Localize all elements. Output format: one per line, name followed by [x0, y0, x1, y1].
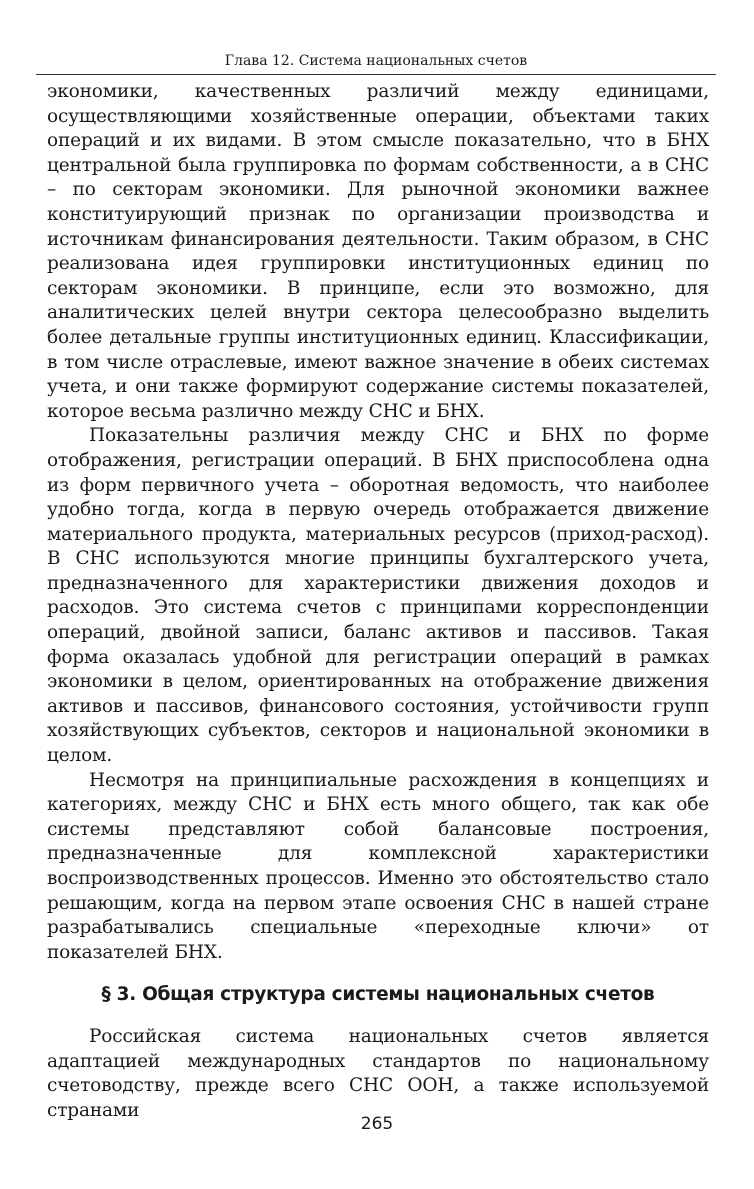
paragraph-2: Показательны различия между СНС и БНХ по форме отображения, регистрации операций. В БНХ приспособлена одна из форм первичного учета – оборотная ведомость, что наиболее удобно тогда, когда в первую очередь отображается движение материального продукта, материальных ресурсов (приход-расход). В СНС используются многие принципы бухгалтерского учета, предназначенного для характеристики движения доходов и расходов. Это система счетов с принципами корреспонденции операций, двойной записи, баланс активов и пассивов. Такая форма оказалась удобной для регистрации операций в рамках экономики в целом, ориентированных на отображение движения активов и пассивов, финансового состояния, устойчивости групп хозяйствующих субъектов, секторов и национальной экономики в целом. [47, 425, 709, 767]
body-text [47, 80, 709, 965]
paragraph-3: Несмотря на принципиальные расхождения в концепциях и категориях, между СНС и БНХ есть много общего, так как обе системы представляют собой балансовые построения, предназначенные для комплексной характеристики воспроизводственных процессов. Именно это обстоятельство стало решающим, когда на первом этапе освоения СНС в нашей стране разрабатывались специальные «переходные ключи» от показателей БНХ. [47, 769, 709, 963]
running-head: Глава 12. Система национальных счетов [36, 52, 716, 75]
section-paragraph-1: Российская система национальных счетов является адаптацией международных стандартов по национальному счетоводству, прежде всего СНС ООН, а также используемой странами [47, 1026, 709, 1121]
page-number: 265 [360, 1114, 394, 1134]
paragraph-1: экономики, качественных различий между единицами, осуществляющими хозяйственные операции, объектами таких операций и их видами. В этом смысле показательно, что в БНХ центральной была группировка по формам собственности, а в СНС – по секторам экономики. Для рыночной экономики важнее конституирующий признак по организации производства и источникам финансирования деятельности. Таким образом, в СНС реализована идея группировки институционных единиц по секторам экономики. В принципе, если это возможно, для аналитических целей внутри сектора целесообразно выделить более детальные группы институционных единиц. Классификации, в том числе отраслевые, имеют важное значение в обеих системах учета, и они также формируют содержание системы показателей, которое весьма различно между СНС и БНХ. [47, 81, 709, 422]
section-heading: § 3. Общая структура системы национальных счетов [101, 984, 655, 1005]
